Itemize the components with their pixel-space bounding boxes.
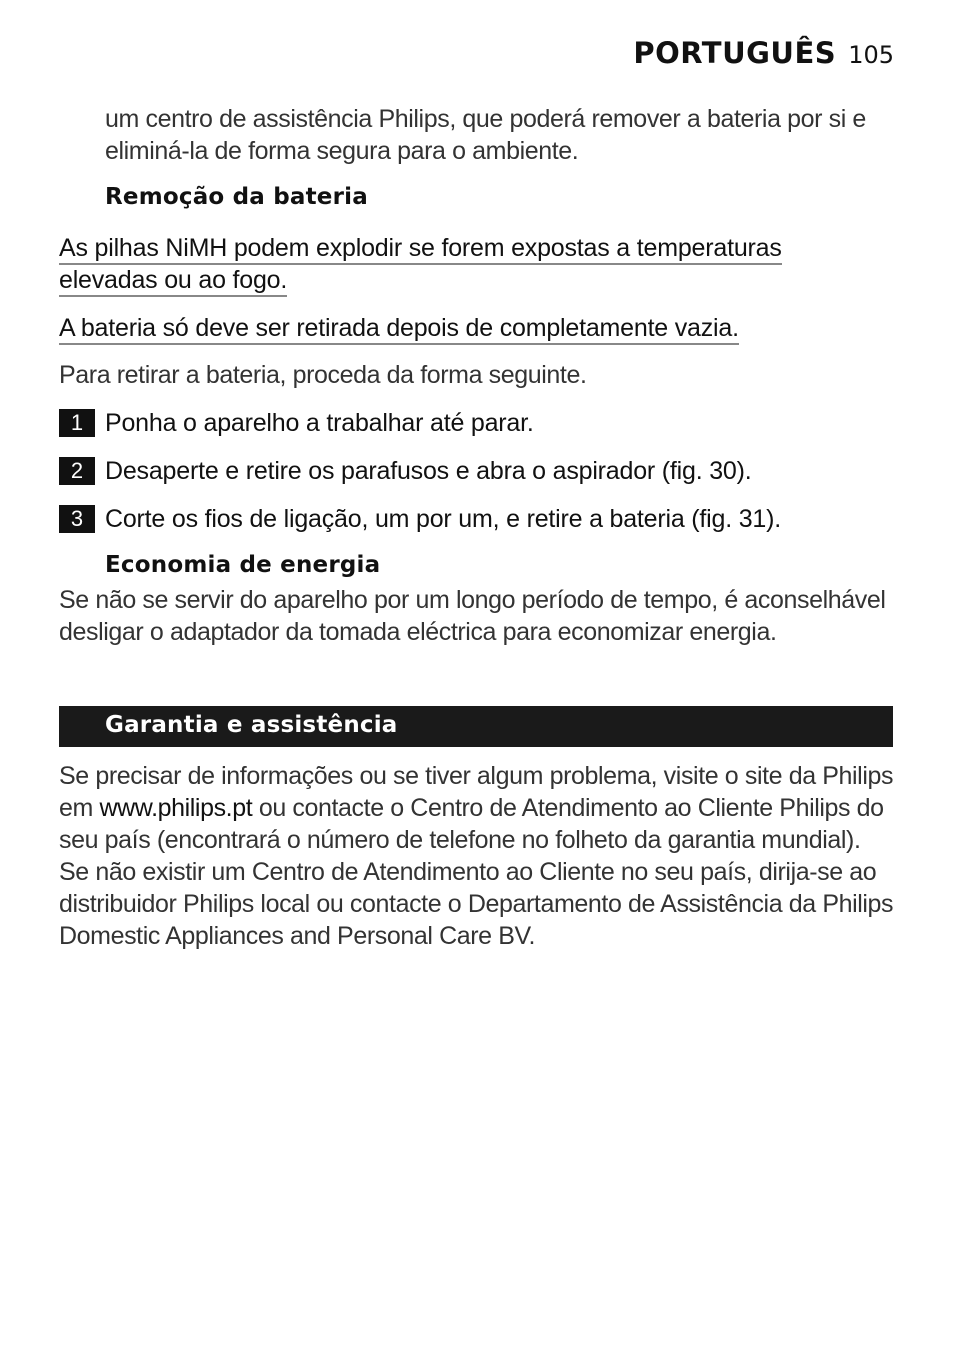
warning-empty-battery xyxy=(59,312,879,344)
energy-paragraph: Se não se servir do aparelho por um longo período de tempo, é aconselhável desligar o adaptador da tomada eléctrica para economizar energia. xyxy=(59,586,886,646)
language-label: PORTUGUÊS xyxy=(633,36,837,70)
step-text: Desaperte e retire os parafusos e abra o aspirador (fig. 30). xyxy=(105,456,752,485)
step-text: Corte os fios de ligação, um por um, e retire a bateria (fig. 31). xyxy=(105,504,782,533)
battery-removal-heading: Remoção da bateria xyxy=(105,184,368,210)
step-number-badge: 3 xyxy=(59,505,95,533)
warranty-paragraph xyxy=(59,760,895,952)
energy-heading: Economia de energia xyxy=(105,552,381,578)
step-1 xyxy=(59,407,534,439)
page-header xyxy=(633,36,894,70)
step-2 xyxy=(59,455,751,487)
warning-empty-battery-text: A bateria só deve ser retirada depois de completamente vazia. xyxy=(59,314,739,345)
philips-website-link[interactable]: www.philips.pt xyxy=(99,794,253,822)
step-number-badge: 1 xyxy=(59,409,95,437)
warranty-text-after-link: ou contacte o Centro de Atendimento ao Cliente Philips do seu país (encontrará o número de telefone no folheto da garantia mundial). Se não existir um Centro de Atendimento ao Cliente no seu país, dirija-se ao distribuidor Philips local ou contacte o Departamento de Assistência da Philips Domestic Appliances and Personal Care BV. xyxy=(59,794,894,950)
intro-continued-paragraph: um centro de assistência Philips, que poderá remover a bateria por si e eliminá-la de forma segura para o ambiente. xyxy=(105,105,866,165)
warning-explosion xyxy=(59,232,859,296)
removal-intro-paragraph: Para retirar a bateria, proceda da forma seguinte. xyxy=(59,361,587,389)
warranty-heading: Garantia e assistência xyxy=(105,712,398,738)
step-3 xyxy=(59,503,781,535)
warranty-text-before-link: Se precisar de informações ou se tiver algum problema, visite o site da Philips em xyxy=(59,762,894,822)
warranty-section-bar xyxy=(59,706,893,747)
page-number: 105 xyxy=(848,41,894,69)
step-text: Ponha o aparelho a trabalhar até parar. xyxy=(105,408,534,437)
step-number-badge: 2 xyxy=(59,457,95,485)
warning-explosion-text: As pilhas NiMH podem explodir se forem expostas a temperaturas elevadas ou ao fogo. xyxy=(59,234,782,297)
